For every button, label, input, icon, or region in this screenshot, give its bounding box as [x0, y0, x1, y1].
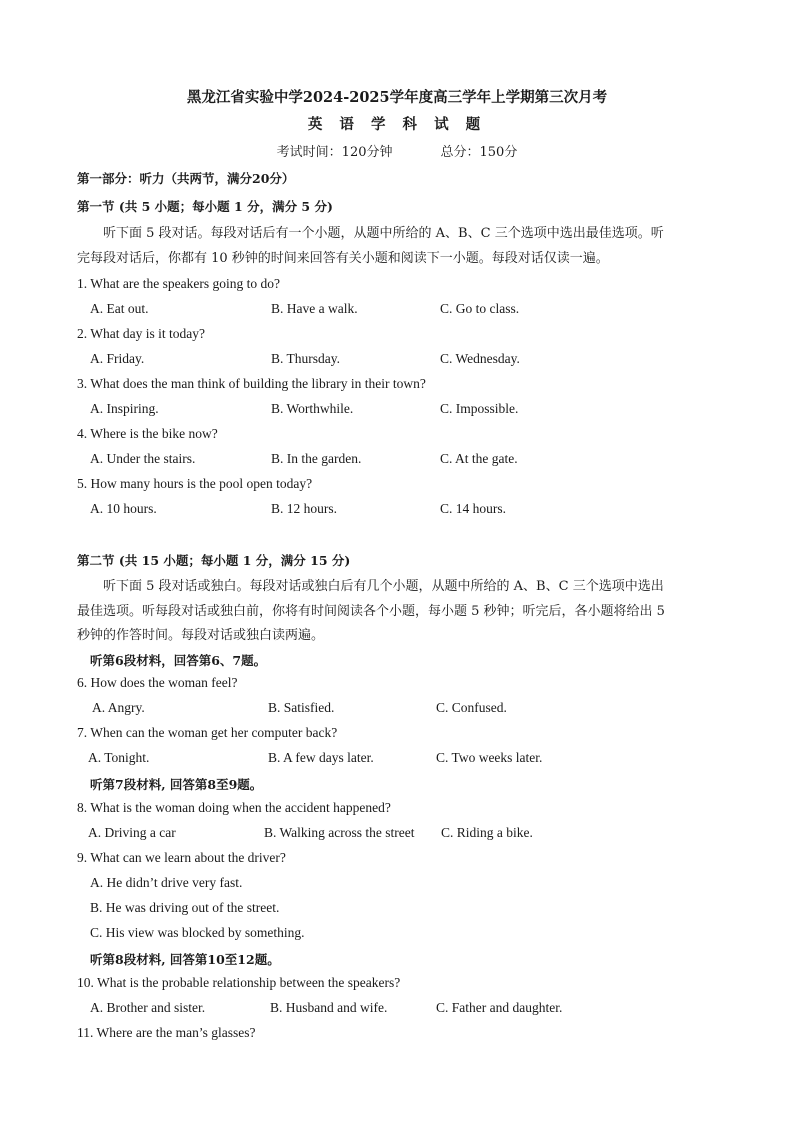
q1-option-b: B. Have a walk.: [271, 301, 358, 316]
exam-meta: [0, 141, 794, 160]
question-4: 4. Where is the bike now?: [77, 426, 218, 441]
q10-option-b: B. Husband and wife.: [270, 1000, 388, 1015]
question-3: 3. What does the man think of building the library in their town?: [77, 376, 426, 391]
question-6: 6. How does the woman feel?: [77, 675, 238, 690]
q4-option-c: C. At the gate.: [440, 451, 518, 466]
q10-option-a: A. Brother and sister.: [90, 1000, 206, 1015]
q9-option-a: A. He didn’t drive very fast.: [90, 875, 243, 890]
q8-option-c: C. Riding a bike.: [441, 825, 533, 840]
question-11: 11. Where are the man’s glasses?: [77, 1025, 256, 1040]
q6-option-b: B. Satisfied.: [268, 700, 335, 715]
question-7: 7. When can the woman get her computer back?: [77, 725, 338, 740]
q1-option-c: C. Go to class.: [440, 301, 520, 316]
q3-option-c: C. Impossible.: [440, 401, 519, 416]
exam-score: 总分：150分: [440, 145, 518, 160]
material-6-label: 听第6段材料，回答第6、7题。: [90, 653, 267, 668]
q5-option-b: B. 12 hours.: [271, 501, 338, 516]
q1-option-a: A. Eat out.: [90, 301, 149, 316]
exam-title: 黑龙江省实验中学2024-2025学年度高三学年上学期第三次月考: [186, 89, 608, 106]
q8-option-a: A. Driving a car: [88, 825, 176, 840]
q6-option-c: C. Confused.: [436, 700, 507, 715]
exam-time: 考试时间：120分钟: [276, 145, 393, 160]
question-1: 1. What are the speakers going to do?: [77, 276, 280, 291]
q7-option-a: A. Tonight.: [88, 750, 150, 765]
section1-instructions: 听下面 5 段对话。每段对话后有一个小题，从题中所给的 A、B、C 三个选项中选出最佳选项。听 完每段对话后，你都有 10 秒钟的时间来回答有关小题和阅读下一小题。每段对话仅读一遍。: [77, 226, 664, 266]
q6-option-a: A. Angry.: [92, 700, 145, 715]
q9-option-b: B. He was driving out of the street.: [90, 900, 280, 915]
section2-instructions: 听下面 5 段对话或独白。每段对话或独白后有几个小题，从题中所给的 A、B、C 三个选项中选出 最佳选项。听每段对话或独白前，你将有时间阅读各个小题，每小题 5 秒钟；听完后，各小题将给出 5 秒钟的作答时间。每段对话或独白读两遍。: [77, 579, 665, 643]
q2-option-a: A. Friday.: [90, 351, 145, 366]
q2-option-c: C. Wednesday.: [440, 351, 520, 366]
question-2: 2. What day is it today?: [77, 326, 205, 341]
material-8-label: 听第8段材料, 回答第10至12题。: [90, 952, 280, 967]
q3-option-b: B. Worthwhile.: [271, 401, 354, 416]
q10-option-c: C. Father and daughter.: [436, 1000, 563, 1015]
question-9: 9. What can we learn about the driver?: [77, 850, 286, 865]
subject-title: 英 语 学 科 试 题: [307, 116, 487, 133]
q3-option-a: A. Inspiring.: [90, 401, 159, 416]
section2-title: 第二节 (共 15 小题；每小题 1 分，满分 15 分): [77, 553, 351, 568]
question-8: 8. What is the woman doing when the accident happened?: [77, 800, 391, 815]
section1-title: 第一节 (共 5 小题；每小题 1 分，满分 5 分): [77, 199, 333, 214]
q5-option-c: C. 14 hours.: [440, 501, 507, 516]
material-7-label: 听第7段材料, 回答第8至9题。: [90, 777, 263, 792]
q9-option-c: C. His view was blocked by something.: [90, 925, 305, 940]
q5-option-a: A. 10 hours.: [90, 501, 157, 516]
q7-option-c: C. Two weeks later.: [436, 750, 543, 765]
question-10: 10. What is the probable relationship between the speakers?: [77, 975, 401, 990]
q4-option-b: B. In the garden.: [271, 451, 362, 466]
q2-option-b: B. Thursday.: [271, 351, 340, 366]
q7-option-b: B. A few days later.: [268, 750, 374, 765]
q8-option-b: B. Walking across the street: [264, 825, 415, 840]
q4-option-a: A. Under the stairs.: [90, 451, 196, 466]
question-5: 5. How many hours is the pool open today?: [77, 476, 313, 491]
part1-title: 第一部分：听力（共两节，满分20分）: [77, 171, 295, 186]
